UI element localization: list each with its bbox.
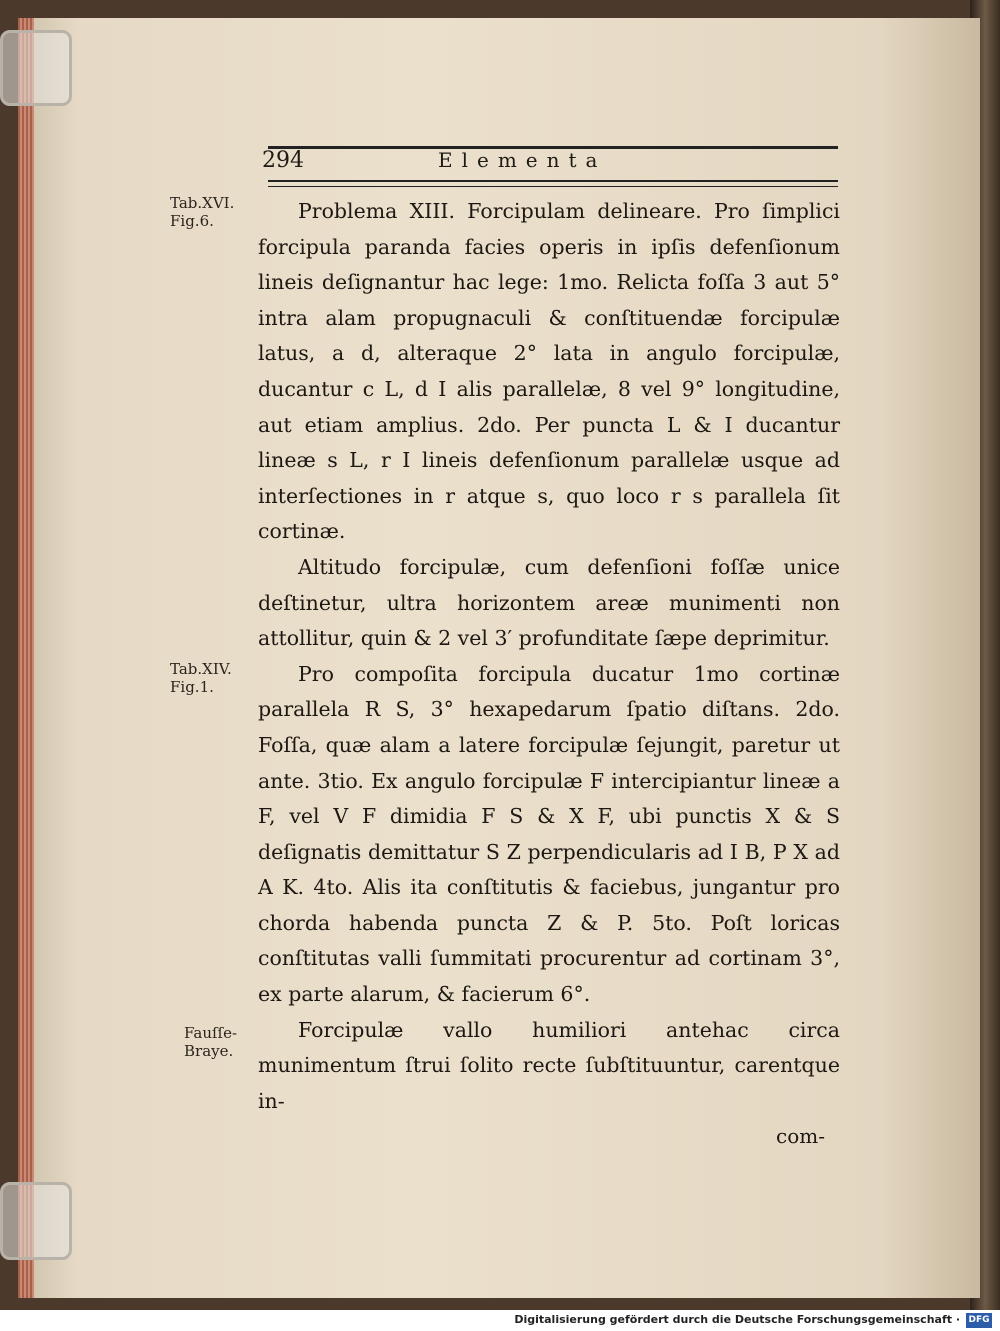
header-rule-bottom <box>268 180 838 182</box>
paragraph-problema: Problema XIII. Forcipulam delineare. Pro ſimplici forcipula paranda facies operis in ipſis defenſionum lineis deſignantur hac lege: 1mo. Relicta foſſa 3 aut 5° intra alam propugnaculi & conſtituendæ forcipulæ latus, a d, alteraque 2° lata in angulo forcipulæ, ducantur c L, d I alis parallelæ, 8 vel 9° longitudine, aut etiam amplius. 2do. Per puncta L & I ducantur lineæ s L, r I lineis defenſionum parallelæ usque ad interſectiones in r atque s, quo loco r s parallela ſit cortinæ. <box>258 199 840 544</box>
footer-bar <box>0 1310 1000 1331</box>
header-rule-bottom-thin <box>268 186 838 187</box>
paragraph-composita: Pro compoſita forcipula ducatur 1mo cortinæ parallela R S, 3° hexapedarum ſpatio diſtans. 2do. Foſſa, quæ alam a latere forcipulæ ſejungit, paretur ut ante. 3tio. Ex angulo forcipulæ F intercipiantur lineæ a F, vel V F dimidia F S & X F, ubi punctis X & S deſignatis demittatur S Z perpendicularis ad I B, P X ad A K. 4to. Alis ita conſtitutis & faciebus, jungantur pro chorda habenda puncta Z & P. 5to. Poſt loricas conſtitutas valli ſummitati procurentur ad cortinam 3°, ex parte alarum, & facierum 6°. <box>258 661 840 1007</box>
margin-note-tab-xiv: Tab.XIV. Fig.1. <box>170 660 232 696</box>
footer-credit[interactable]: Digitalisierung gefördert durch die Deutsche Forschungsgemeinschaft · <box>514 1313 960 1326</box>
paragraph-altitudo: Altitudo forcipulæ, cum defenſioni foſſæ unice deſtinetur, ultra horizontem areæ munimenti non attollitur, quin & 2 vel 3′ profunditate ſæpe deprimitur. <box>258 554 840 651</box>
page-clip-bottom <box>0 1182 72 1260</box>
page-edge <box>18 18 34 1298</box>
main-text <box>258 194 840 1119</box>
page-number: 294 <box>262 148 304 173</box>
catchword: com- <box>776 1124 825 1148</box>
paragraph-forcipulae: Forcipulæ vallo humiliori antehac circa munimentum ſtrui ſolito recte ſubſtituuntur, carentque in- <box>258 1017 840 1113</box>
dfg-logo[interactable]: DFG <box>966 1313 992 1328</box>
margin-note-tab-xvi: Tab.XVI. Fig.6. <box>170 194 235 230</box>
running-head: Elementa <box>438 148 607 172</box>
margin-note-fausse-braye: Fauſſe- Braye. <box>184 1024 238 1060</box>
page-clip-top <box>0 30 72 106</box>
